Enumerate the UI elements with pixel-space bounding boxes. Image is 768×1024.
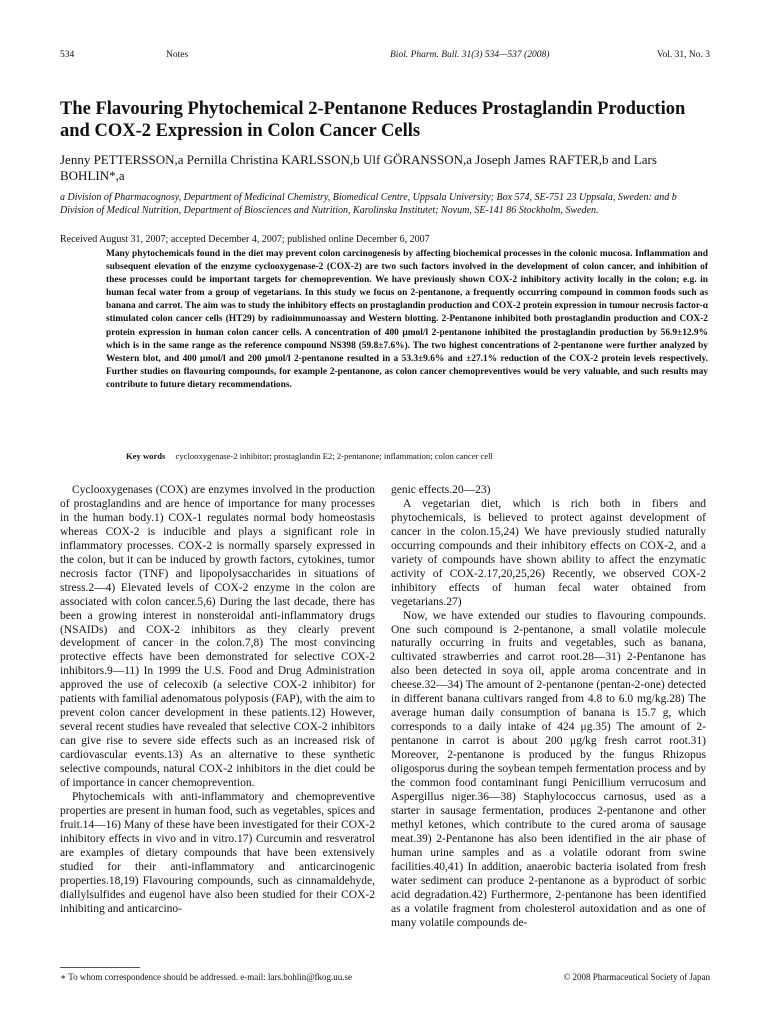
keywords <box>126 451 706 461</box>
body-column-left <box>60 484 375 917</box>
author-list: Jenny PETTERSSON,a Pernilla Christina KARLSSON,b Ulf GÖRANSSON,a Joseph James RAFTER,b and Lars BOHLIN*,a <box>60 152 657 183</box>
footnote-rule <box>60 967 140 968</box>
affiliations: a Division of Pharmacognosy, Department of Medicinal Chemistry, Biomedical Centre, Uppsala University; Box 574, SE-751 23 Uppsala, Sweden: and b Division of Medical Nutrition, Department of Biosciences and Nutrition, Karolinska Institutet; Novum, SE-141 86 Stockholm, Sweden. <box>60 192 677 216</box>
paragraph: A vegetarian diet, which is rich both in fibers and phytochemicals, is believed to protect against development of cancer in the colon.15,24) We have previously studied naturally occurring compounds and their inhibitory effects on COX-2, and a variety of compounds have shown ability to affect the enzymatic activity of COX-2.17,20,25,26) Recently, we observed COX-2 inhibitory effects of human fecal water obtained from vegetarians.27) <box>391 497 706 608</box>
section-label: Notes <box>166 50 189 60</box>
journal-citation: Biol. Pharm. Bull. 31(3) 534—537 (2008) <box>390 50 550 60</box>
abstract: Many phytochemicals found in the diet may prevent colon carcinogenesis by affecting biochemical processes in the colonic mucosa. Inflammation and subsequent elevation of the enzyme cyclooxygenase-2 (COX-2) are two such factors involved in the development of colon cancer, and inhibition of these processes could be important targets for chemoprevention. We have previously shown COX-2 inhibitory activity locally in the colon; e.g. in human fecal water from a group of vegetarians. In this study we focus on 2-pentanone, a frequently occurring compound in common foods such as banana and carrot. The aim was to study the inhibitory effects on prostaglandin production and COX-2 protein expression in tumour necrosis factor-α stimulated colon cancer cells (HT29) by radioimmunoassay and Western blotting. 2-Pentanone inhibited both prostaglandin production and COX-2 protein expression in human colon cancer cells. A concentration of 400 μmol/l 2-pentanone inhibited the prostaglandin production by 56.9±12.9% which is in the same range as the reference compound NS398 (59.8±7.6%). The two highest concentrations of 2-pentanone were further analyzed by Western blot, and 400 μmol/l and 200 μmol/l 2-pentanone resulted in a 53.3±9.6% and ±27.1% reduction of the COX-2 protein levels respectively. Further studies on flavouring compounds, for example 2-pentanone, as colon cancer chemopreventives would be very valuable, and such results may contribute to future dietary recommendations. <box>106 249 708 390</box>
keywords-label: Key words <box>126 451 166 461</box>
correspondence-footnote: ∗ To whom correspondence should be addressed. e-mail: lars.bohlin@fkog.uu.se <box>60 972 353 982</box>
paragraph: Phytochemicals with anti-inflammatory and chemopreventive properties are present in human food, such as vegetables, spices and fruit.14—16) Many of these have been investigated for their COX-2 inhibitory effects in vivo and in vitro.17) Curcumin and resveratrol are examples of dietary compounds that have been extensively studied for their anti-inflammatory and anticarcinogenic properties.18,19) Flavouring compounds, such as cinnamaldehyde, diallylsulfides and eugenol have also been studied for their COX-2 inhibiting and anticarcino- <box>60 790 375 915</box>
paragraph: Now, we have extended our studies to flavouring compounds. One such compound is 2-pentanone, a small volatile molecule naturally occurring in fruits and vegetables, such as banana, cultivated strawberries and carrot root.28—31) 2-Pentanone has also been detected in soya oil, apple aroma concentrate and in cheese.32—34) The amount of 2-pentanone (pentan-2-one) detected in different banana cultivars ranged from 4.8 to 6.0 mg/kg.28) The average human daily consumption of banana is 15.7 g, which corresponds to a daily intake of 424 μg.35) The amount of 2-pentanone in carrot is about 200 μg/kg fresh carrot root.31) Moreover, 2-pentanone is produced by the fungus Rhizopus oligosporus during the soybean tempeh fermentation process and by the common food contaminant fungi Penicillium verrucosum and Aspergillus niger.36—38) Staphylococcus carnosus, used as a starter in sausage fermentation, produces 2-pentanone and other methyl ketones, which contribute to the cured aroma of sausage meat.39) 2-Pentanone has also been identified in the air phase of human urine samples and as a volatile odorant from swine facilities.40,41) In addition, anaerobic bacteria isolated from fresh water sediment can produce 2-pentanone as a byproduct of sorbic acid degradation.42) Furthermore, 2-pentanone has been identified as a volatile fragment from cholesterol autoxidation and as one of many volatile compounds de- <box>391 609 706 929</box>
body-column-right <box>391 484 706 931</box>
keywords-text: cyclooxygenase-2 inhibitor; prostaglandin E2; 2-pentanone; inflammation; colon cancer cell <box>175 451 493 461</box>
page-number: 534 <box>60 50 75 60</box>
paragraph: genic effects.20—23) <box>391 484 491 496</box>
volume-label: Vol. 31, No. 3 <box>656 50 710 60</box>
received-dates: Received August 31, 2007; accepted December 4, 2007; published online December 6, 2007 <box>60 234 430 245</box>
article-title: The Flavouring Phytochemical 2-Pentanone Reduces Prostaglandin Production and COX-2 Expression in Colon Cancer Cells <box>60 99 686 141</box>
paragraph: Cyclooxygenases (COX) are enzymes involved in the production of prostaglandins and are hence of importance for many processes in the human body.1) COX-1 regulates normal body homeostasis whereas COX-2 is inducible and plays a significant role in inflammatory processes. COX-2 is normally sparsely expressed in the colon, but it can be induced by growth factors, cytokines, tumor necrosis factor (TNF) and lipopolysaccharides in situations of stress.2—4) Elevated levels of COX-2 enzyme in the colon are associated with colon cancer.5,6) During the last decade, there has been a growing interest in nonsteroidal anti-inflammatory drugs (NSAIDs) and COX-2 inhibitors as they clearly prevent development of cancer in the colon.7,8) The most convincing protective effects have been demonstrated for selective COX-2 inhibitors.9—11) In 1999 the U.S. Food and Drug Administration approved the use of celecoxib (a selective COX-2 inhibitor) for patients with familial adenomatous polyposis (FAP), with the aim to prevent colon cancer development in these patients.12) However, several recent studies have revealed that selective COX-2 inhibitors can give rise to severe side effects such as an increased risk of cardiovascular events.13) As an alternative to these synthetic selective compounds, natural COX-2 inhibitors in the diet could be of importance in cancer chemoprevention. <box>60 484 375 790</box>
copyright: © 2008 Pharmaceutical Society of Japan <box>563 972 710 982</box>
